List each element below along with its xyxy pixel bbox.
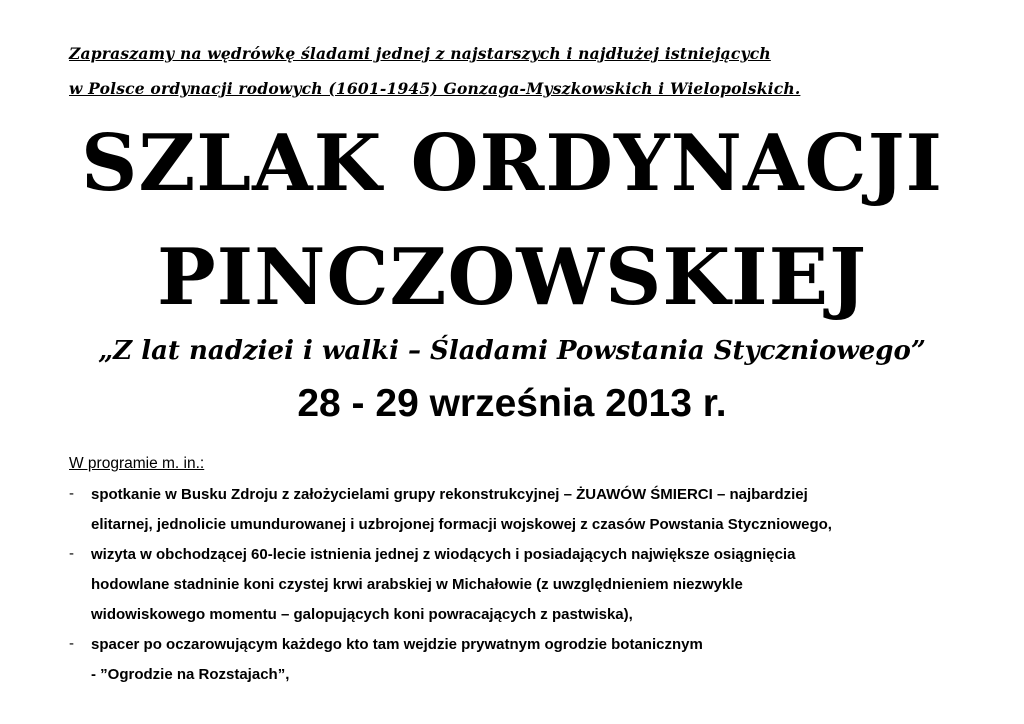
- program-item-3-line-1: spacer po oczarowującym każdego kto tam wejdzie prywatnym ogrodzie botanicznym: [91, 636, 703, 653]
- program-heading: W programie m. in.:: [69, 455, 205, 472]
- intro-line-2: w Polsce ordynacji rodowych (1601-1945) Gonzaga-Myszkowskich i Wielopolskich.: [69, 79, 801, 98]
- program-item-3: [69, 635, 969, 695]
- main-title-line-2: PINCZOWSKIEJ: [157, 232, 867, 323]
- intro-text: [69, 36, 800, 106]
- main-title-line-1: SZLAK ORDYNACJI: [81, 118, 943, 209]
- program-item-2: [69, 545, 969, 635]
- program-item-1: [69, 485, 969, 545]
- program-item-1-line-2: elitarnej, jednolicie umundurowanej i uzbrojonej formacji wojskowej z czasów Powstania Styczniowego,: [91, 516, 832, 533]
- event-date: 28 - 29 września 2013 r.: [297, 382, 727, 425]
- program-item-2-line-3: widowiskowego momentu – galopujących koni powracających z pastwiska),: [91, 606, 633, 623]
- intro-line-1: Zapraszamy na wędrówkę śladami jednej z najstarszych i najdłużej istniejących: [69, 44, 771, 63]
- bullet-dash: -: [69, 545, 74, 562]
- event-subtitle: „Z lat nadziei i walki – Śladami Powstania Styczniowego”: [98, 336, 926, 366]
- program-item-2-line-2: hodowlane stadninie koni czystej krwi arabskiej w Michałowie (z uwzględnieniem niezwykle: [91, 576, 743, 593]
- program-item-2-line-1: wizyta w obchodzącej 60-lecie istnienia jednej z wiodących i posiadających największe osiągnięcia: [91, 546, 796, 563]
- bullet-dash: -: [69, 485, 74, 502]
- bullet-dash: -: [69, 635, 74, 652]
- program-item-3-line-2: - ”Ogrodzie na Rozstajach”,: [91, 666, 290, 683]
- program-list: [69, 485, 969, 695]
- program-item-1-line-1: spotkanie w Busku Zdroju z założycielami grupy rekonstrukcyjnej – ŻUAWÓW ŚMIERCI – najbardziej: [91, 486, 808, 503]
